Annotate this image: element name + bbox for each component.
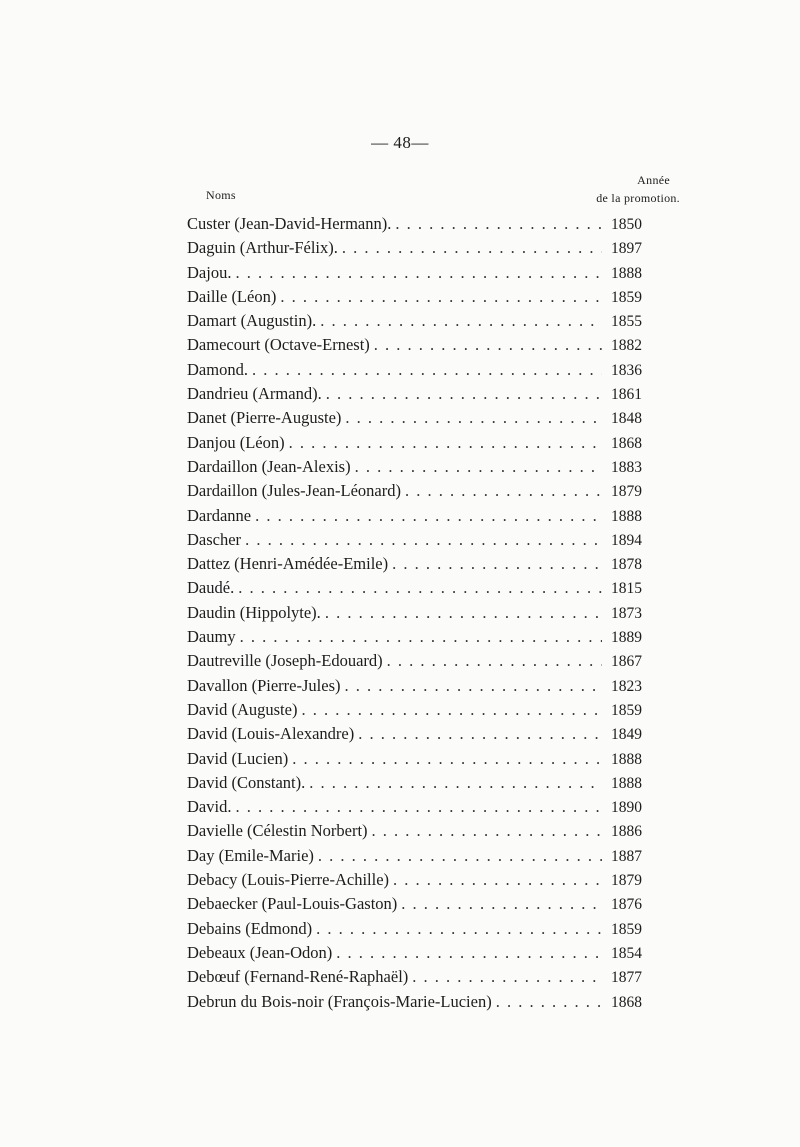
dot-leader bbox=[288, 749, 602, 769]
entry-year: 1859 bbox=[611, 920, 642, 938]
entry-name: Dandrieu (Armand). bbox=[187, 384, 322, 404]
list-item bbox=[187, 821, 642, 845]
entry-name: David (Auguste) bbox=[187, 699, 298, 719]
entry-name: David. bbox=[187, 797, 232, 817]
list-item bbox=[187, 967, 642, 991]
list-item bbox=[187, 846, 642, 870]
entry-name: Damart (Augustin). bbox=[187, 311, 317, 331]
list-item bbox=[187, 749, 642, 773]
entry-list bbox=[187, 214, 642, 1016]
list-item bbox=[187, 700, 642, 724]
entry-year: 1861 bbox=[611, 386, 642, 404]
dot-leader bbox=[231, 263, 602, 283]
entry-year: 1883 bbox=[611, 458, 642, 476]
column-header-year-line2: de la promotion. bbox=[596, 191, 680, 205]
dot-leader bbox=[322, 384, 602, 404]
entry-name: Debains (Edmond) bbox=[187, 918, 313, 938]
dot-leader bbox=[408, 967, 602, 987]
entry-year: 1867 bbox=[611, 653, 642, 671]
dot-leader bbox=[338, 238, 602, 258]
entry-name: Davielle (Célestin Norbert) bbox=[187, 821, 368, 841]
entry-name: Danet (Pierre-Auguste) bbox=[187, 408, 342, 428]
entry-name: David (Lucien) bbox=[187, 748, 289, 768]
list-item bbox=[187, 360, 642, 384]
dot-leader bbox=[401, 481, 602, 501]
entry-year: 1854 bbox=[611, 944, 642, 962]
list-item bbox=[187, 238, 642, 262]
dot-leader bbox=[234, 578, 602, 598]
entry-name: Debrun du Bois-noir (François-Marie-Lucien) bbox=[187, 991, 492, 1011]
entry-year: 1877 bbox=[611, 969, 642, 987]
entry-year: 1848 bbox=[611, 410, 642, 428]
list-item bbox=[187, 287, 642, 311]
dot-leader bbox=[321, 603, 602, 623]
entry-year: 1823 bbox=[611, 677, 642, 695]
entry-name: Dajou. bbox=[187, 262, 232, 282]
entry-year: 1859 bbox=[611, 701, 642, 719]
list-item bbox=[187, 554, 642, 578]
entry-year: 1868 bbox=[611, 434, 642, 452]
list-item bbox=[187, 651, 642, 675]
dot-leader bbox=[383, 651, 602, 671]
list-item bbox=[187, 263, 642, 287]
dot-leader bbox=[368, 821, 602, 841]
entry-year: 1859 bbox=[611, 288, 642, 306]
entry-name: Dardaillon (Jean-Alexis) bbox=[187, 456, 351, 476]
entry-name: Daudé. bbox=[187, 578, 235, 598]
entry-year: 1888 bbox=[611, 507, 642, 525]
list-item bbox=[187, 578, 642, 602]
list-item bbox=[187, 919, 642, 943]
entry-name: Damecourt (Octave-Ernest) bbox=[187, 335, 370, 355]
dot-leader bbox=[388, 554, 602, 574]
list-item bbox=[187, 603, 642, 627]
dot-leader bbox=[370, 335, 602, 355]
entry-name: Dardaillon (Jules-Jean-Léonard) bbox=[187, 481, 401, 501]
dot-leader bbox=[248, 360, 602, 380]
dot-leader bbox=[316, 311, 602, 331]
list-item bbox=[187, 943, 642, 967]
list-item bbox=[187, 311, 642, 335]
list-item bbox=[187, 870, 642, 894]
entry-name: Damond. bbox=[187, 359, 248, 379]
entry-name: David (Louis-Alexandre) bbox=[187, 724, 355, 744]
entry-year: 1879 bbox=[611, 872, 642, 890]
entry-name: Day (Emile-Marie) bbox=[187, 845, 314, 865]
list-item bbox=[187, 530, 642, 554]
entry-year: 1894 bbox=[611, 531, 642, 549]
dot-leader bbox=[332, 943, 602, 963]
entry-year: 1855 bbox=[611, 313, 642, 331]
list-item bbox=[187, 457, 642, 481]
entry-year: 1889 bbox=[611, 629, 642, 647]
dot-leader bbox=[241, 530, 602, 550]
column-header-year bbox=[540, 171, 680, 207]
entry-year: 1836 bbox=[611, 361, 642, 379]
entry-name: Dardanne bbox=[187, 505, 252, 525]
dot-leader bbox=[236, 627, 602, 647]
dot-leader bbox=[251, 506, 602, 526]
entry-year: 1850 bbox=[611, 216, 642, 233]
list-item bbox=[187, 335, 642, 359]
entry-year: 1888 bbox=[611, 264, 642, 282]
entry-year: 1876 bbox=[611, 896, 642, 914]
list-item bbox=[187, 992, 642, 1016]
list-item bbox=[187, 724, 642, 748]
dot-leader bbox=[391, 214, 602, 234]
entry-name: Daudin (Hippolyte). bbox=[187, 602, 321, 622]
list-item bbox=[187, 408, 642, 432]
entry-name: Custer (Jean-David-Hermann). bbox=[187, 214, 392, 233]
dot-leader bbox=[397, 894, 602, 914]
dot-leader bbox=[341, 408, 602, 428]
entry-name: Debacy (Louis-Pierre-Achille) bbox=[187, 870, 390, 890]
entry-year: 1868 bbox=[611, 993, 642, 1011]
entry-name: Daguin (Arthur-Félix). bbox=[187, 238, 338, 258]
entry-name: Daille (Léon) bbox=[187, 286, 277, 306]
entry-year: 1888 bbox=[611, 750, 642, 768]
entry-year: 1887 bbox=[611, 847, 642, 865]
column-header-names: Noms bbox=[206, 188, 236, 202]
entry-name: Dautreville (Joseph-Edouard) bbox=[187, 651, 383, 671]
entry-name: Danjou (Léon) bbox=[187, 432, 285, 452]
dot-leader bbox=[341, 676, 603, 696]
entry-year: 1879 bbox=[611, 483, 642, 501]
entry-name: Davallon (Pierre-Jules) bbox=[187, 675, 341, 695]
entry-year: 1878 bbox=[611, 556, 642, 574]
entry-year: 1886 bbox=[611, 823, 642, 841]
dot-leader bbox=[389, 870, 602, 890]
dot-leader bbox=[354, 724, 602, 744]
entry-year: 1849 bbox=[611, 726, 642, 744]
entry-year: 1873 bbox=[611, 604, 642, 622]
list-item bbox=[187, 214, 642, 238]
dot-leader bbox=[285, 433, 602, 453]
entry-year: 1815 bbox=[611, 580, 642, 598]
dot-leader bbox=[314, 846, 602, 866]
entry-year: 1882 bbox=[611, 337, 642, 355]
entry-name: Debeaux (Jean-Odon) bbox=[187, 942, 333, 962]
page-number: — 48— bbox=[371, 133, 429, 152]
list-item bbox=[187, 773, 642, 797]
list-item bbox=[187, 894, 642, 918]
entry-year: 1888 bbox=[611, 774, 642, 792]
list-item bbox=[187, 506, 642, 530]
entry-name: Dattez (Henri-Amédée-Emile) bbox=[187, 554, 389, 574]
dot-leader bbox=[231, 797, 602, 817]
dot-leader bbox=[297, 700, 602, 720]
column-header-year-line1: Année bbox=[637, 173, 670, 187]
entry-name: Debœuf (Fernand-René-Raphaël) bbox=[187, 967, 409, 987]
list-item bbox=[187, 676, 642, 700]
entry-name: Dascher bbox=[187, 529, 242, 549]
list-item bbox=[187, 384, 642, 408]
dot-leader bbox=[312, 919, 602, 939]
entry-name: Debaecker (Paul-Louis-Gaston) bbox=[187, 894, 398, 914]
dot-leader bbox=[351, 457, 602, 477]
list-item bbox=[187, 627, 642, 651]
entry-year: 1890 bbox=[611, 799, 642, 817]
dot-leader bbox=[492, 992, 602, 1012]
list-item bbox=[187, 797, 642, 821]
list-item bbox=[187, 481, 642, 505]
dot-leader bbox=[305, 773, 602, 793]
entry-name: David (Constant). bbox=[187, 772, 306, 792]
entry-name: Daumy bbox=[187, 627, 236, 647]
list-item bbox=[187, 433, 642, 457]
dot-leader bbox=[276, 287, 602, 307]
entry-year: 1897 bbox=[611, 240, 642, 258]
